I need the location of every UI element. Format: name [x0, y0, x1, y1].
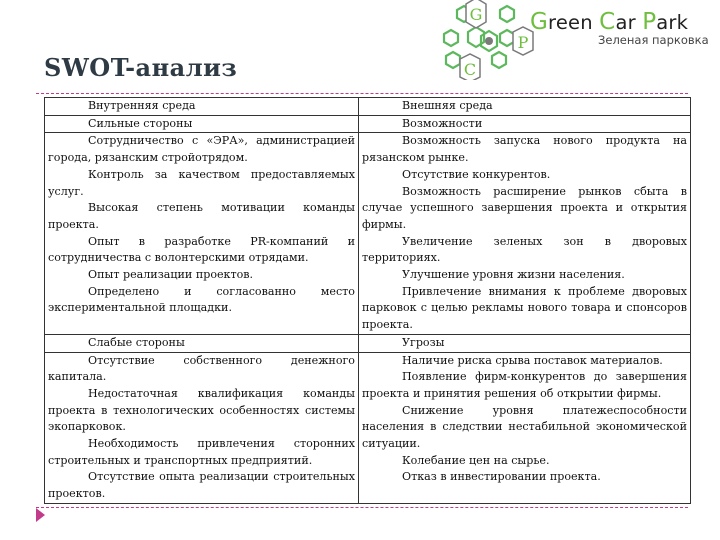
strength-item: Опыт реализации проектов.	[88, 268, 254, 282]
table-row	[45, 133, 691, 334]
threats-header: Угрозы	[402, 335, 445, 349]
internal-env-header: Внутренняя среда	[88, 99, 196, 112]
opportunity-item: Отсутствие конкурентов.	[402, 167, 551, 181]
opportunity-item: Привлечение внимания к проблеме дворовых парковок с целью рекламы нового товара и спонсоров проекта.	[362, 284, 687, 332]
brand-part: G	[530, 9, 549, 35]
weakness-item: Необходимость привлечения сторонних строительных и транспортных предприятий.	[48, 437, 355, 467]
opportunities-header-cell	[359, 115, 691, 133]
external-env-header: Внешняя среда	[402, 99, 493, 112]
strength-item: Опыт в разработке PR-компаний и сотрудничества с волонтерскими отрядами.	[48, 234, 355, 265]
threats-cell	[359, 352, 691, 503]
threat-item: Колебание цен на сырье.	[402, 453, 550, 467]
weakness-item: Недостаточная квалификация команды проекта в технологических особенностях системы экопарковок.	[48, 386, 355, 434]
hex-letter-right: P	[517, 33, 529, 52]
opportunity-item: Увеличение зеленых зон в дворовых территориях.	[362, 234, 687, 265]
hex-mid-right	[500, 30, 514, 46]
threat-item: Появление фирм-конкурентов до завершения проекта и принятия решения об открытии фирмы.	[362, 370, 687, 400]
hex-center-dot	[485, 37, 493, 45]
table-row	[45, 98, 691, 116]
hex-bottom-right	[492, 52, 506, 68]
opportunity-item: Возможность расширение рынков сбыта в случае успешного завершения проекта и открытия фирмы.	[362, 184, 687, 231]
strength-item: Высокая степень мотивации команды проекта.	[48, 201, 355, 231]
brand-part: reen	[548, 11, 600, 34]
footer-divider	[36, 507, 688, 508]
internal-env-header-cell	[45, 98, 359, 116]
weaknesses-header: Слабые стороны	[88, 335, 185, 349]
table-row	[45, 115, 691, 133]
opportunities-header: Возможности	[402, 116, 483, 130]
brand-part: C	[599, 9, 616, 35]
hex-top-right	[500, 6, 514, 22]
threat-item: Наличие риска срыва поставок материалов.	[402, 353, 663, 367]
opportunities-cell	[359, 133, 691, 334]
hex-mid-left-1	[444, 30, 458, 46]
strength-item: Определено и согласованно место экспериментальной площадки.	[48, 284, 355, 315]
weaknesses-header-cell	[45, 334, 359, 352]
page-title: SWOT-анализ	[44, 53, 238, 82]
threats-header-cell	[359, 334, 691, 352]
strengths-header-cell	[45, 115, 359, 133]
brand-part: ark	[656, 11, 689, 34]
table-row	[45, 334, 691, 352]
weaknesses-cell	[45, 352, 359, 503]
slide-arrow-icon	[36, 508, 45, 522]
weakness-item: Отсутствие опыта реализации строительных проектов.	[48, 470, 355, 501]
strengths-header: Сильные стороны	[88, 116, 193, 130]
title-divider	[36, 93, 688, 94]
brand-part: ar	[615, 11, 643, 34]
opportunity-item: Возможность запуска нового продукта на рязанском рынке.	[362, 134, 687, 165]
external-env-header-cell	[359, 98, 691, 116]
hex-bottom-left	[446, 52, 460, 68]
weakness-item: Отсутствие собственного денежного капитала.	[48, 353, 355, 384]
hex-letter-bottom: C	[463, 60, 477, 79]
brand-part: P	[642, 9, 657, 35]
opportunity-item: Улучшение уровня жизни населения.	[402, 268, 625, 282]
strengths-cell	[45, 133, 359, 334]
brand-name	[530, 9, 688, 35]
table-row	[45, 352, 691, 503]
strength-item: Сотрудничество с «ЭРА», администрацией города, рязанским стройотрядом.	[48, 134, 355, 165]
brand-subtitle: Зеленая парковка	[598, 33, 709, 47]
swot-table	[44, 97, 691, 504]
hex-letter-top: G	[469, 5, 483, 24]
strength-item: Контроль за качеством предоставляемых услуг.	[48, 167, 355, 198]
threat-item: Снижение уровня платежеспособности населения в следствии нестабильной экономической ситуации.	[362, 403, 687, 451]
threat-item: Отказ в инвестировании проекта.	[402, 470, 601, 484]
